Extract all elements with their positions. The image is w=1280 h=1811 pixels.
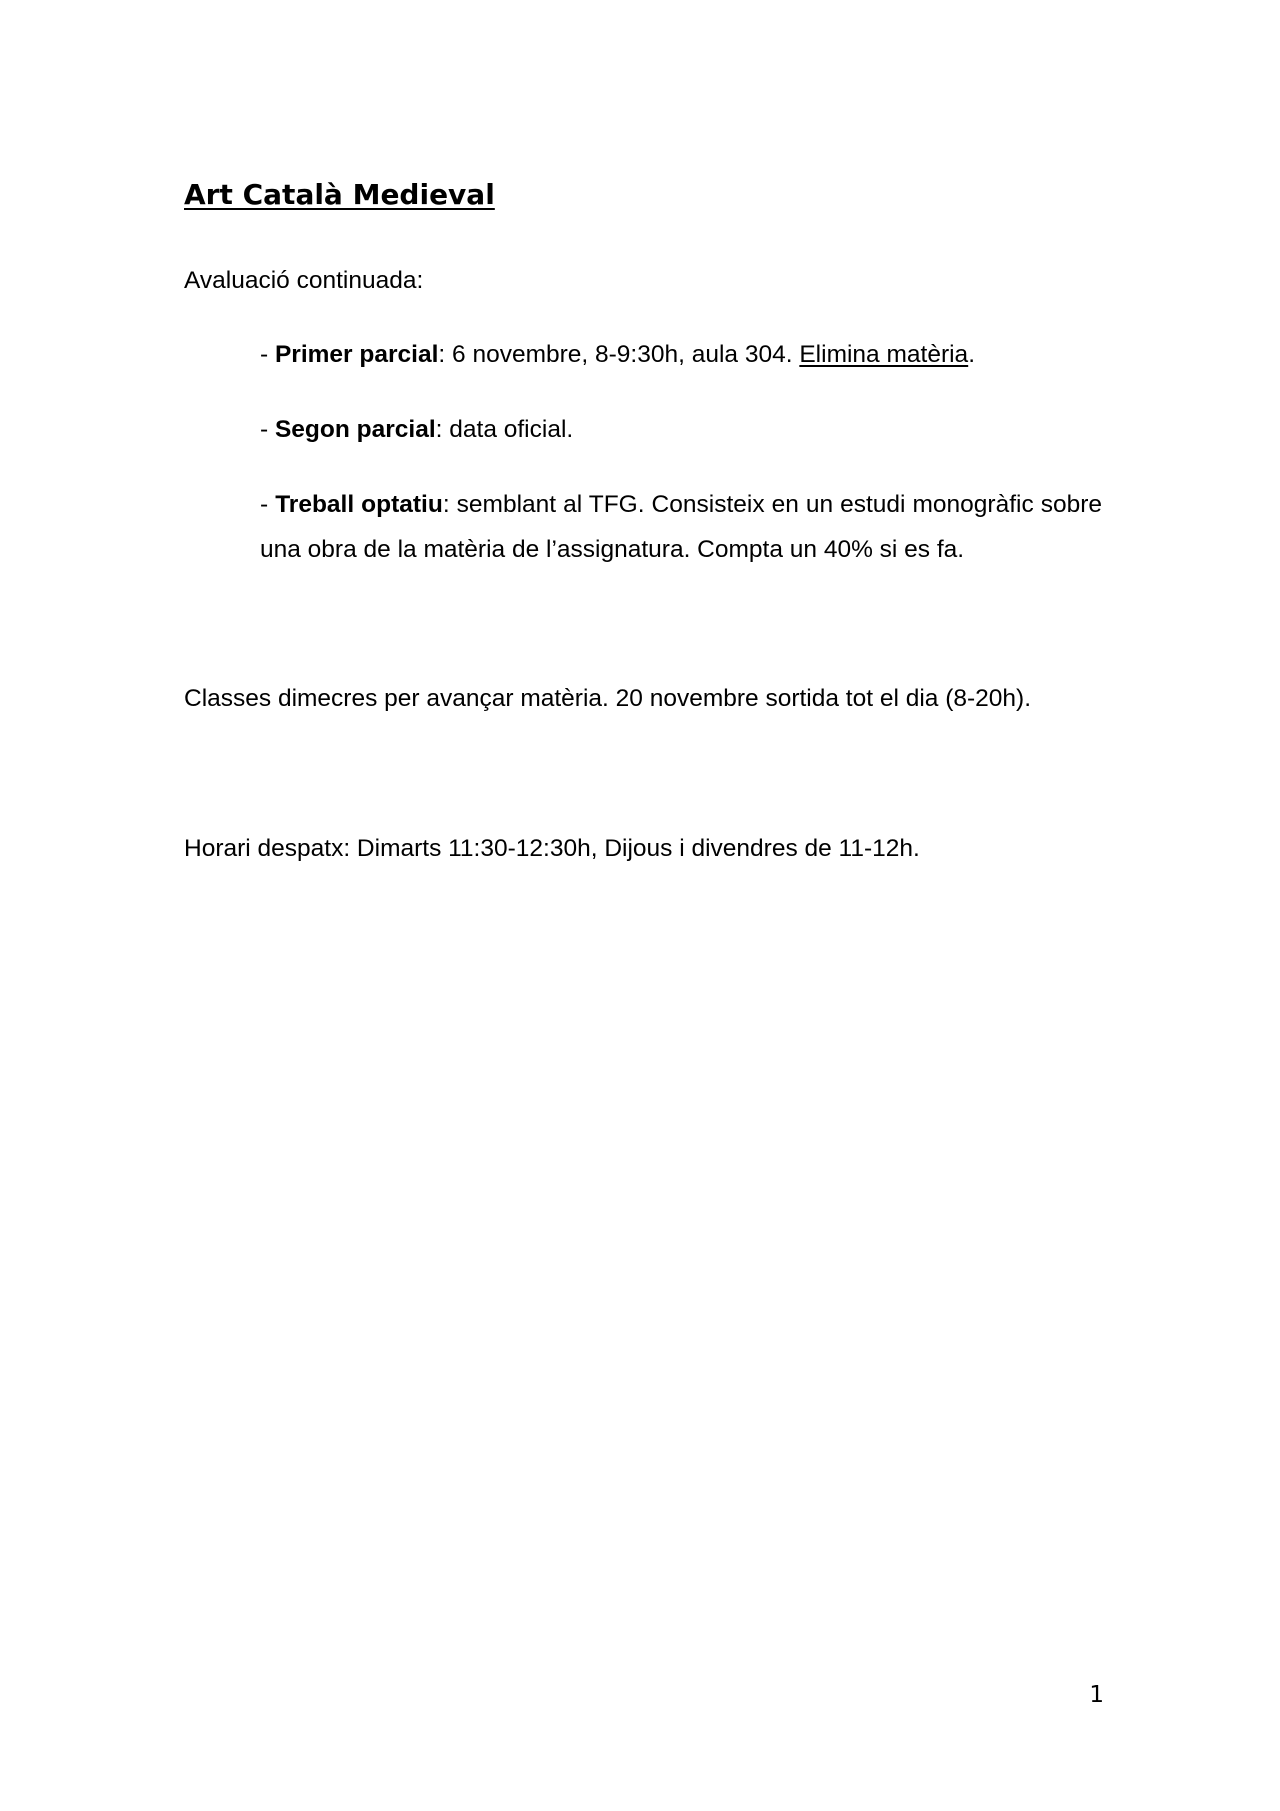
list-item-primer-parcial: [260, 332, 1102, 377]
item-label: Segon parcial: [274, 416, 436, 443]
page-number: 1: [1089, 1682, 1104, 1708]
list-item-treball-optatiu: [260, 482, 1102, 572]
evaluation-intro: Avaluació continuada:: [184, 267, 424, 294]
item-underlined-text: Elimina matèria: [799, 341, 969, 368]
office-hours-paragraph: Horari despatx: Dimarts 11:30-12:30h, Dijous i divendres de 11-12h.: [184, 835, 920, 862]
item-end: .: [968, 341, 975, 368]
item-label: Treball optatiu: [275, 491, 443, 518]
list-dash: -: [260, 341, 275, 368]
list-dash: -: [260, 491, 276, 518]
schedule-paragraph: Classes dimecres per avançar matèria. 20 novembre sortida tot el dia (8-20h).: [184, 685, 1031, 712]
list-item-segon-parcial: [260, 407, 1102, 452]
item-text: : data oficial.: [435, 416, 574, 443]
document-title: Art Català Medieval: [184, 178, 495, 211]
list-dash: -: [260, 416, 275, 443]
item-text: : semblant al TFG. Consisteix en un estudi monogràfic sobre una obra de la matèria de l’assignatura. Compta un 40% si es fa.: [260, 491, 1103, 563]
item-text: : 6 novembre, 8-9:30h, aula 304.: [438, 341, 800, 368]
item-label: Primer parcial: [274, 341, 439, 368]
